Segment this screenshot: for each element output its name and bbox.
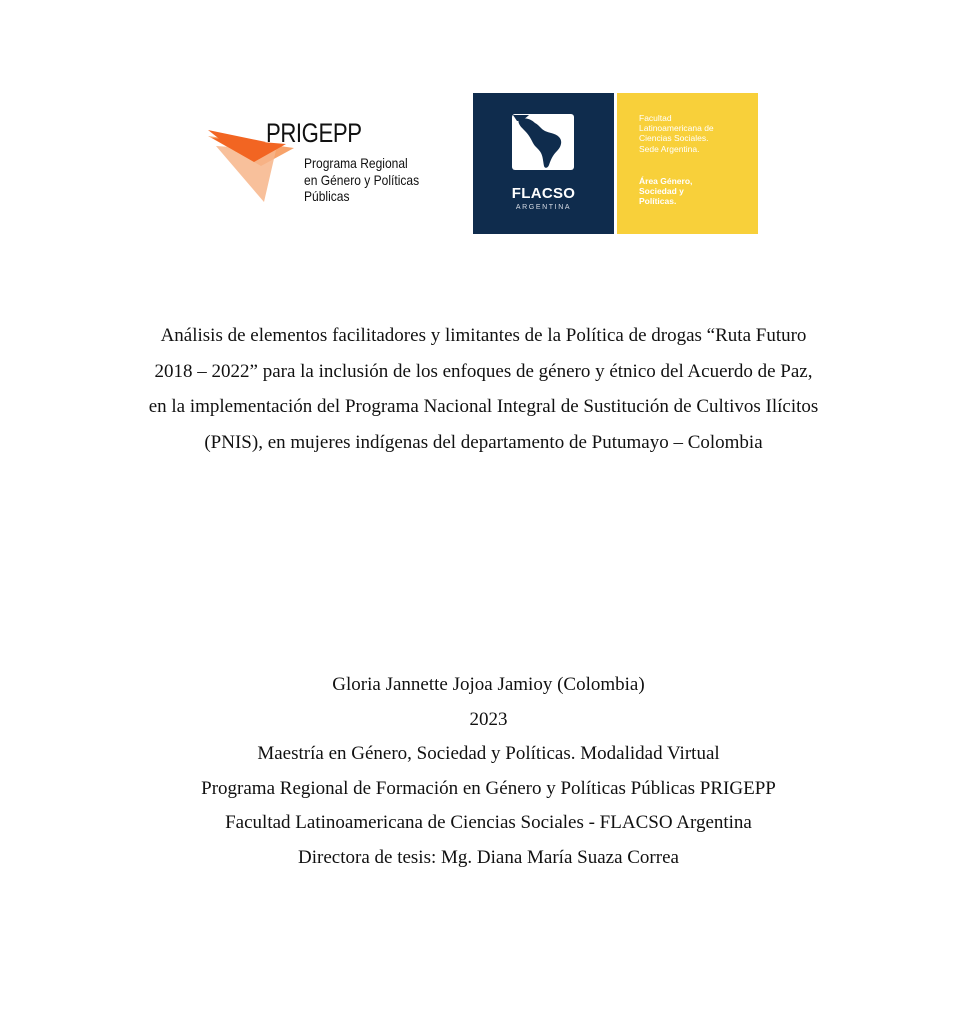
flacso-name: FLACSO: [511, 185, 576, 202]
flacso-area: [639, 176, 692, 207]
flacso-info-line: Sede Argentina.: [639, 143, 700, 154]
thesis-year: 2023: [469, 708, 508, 730]
title-line: 2018 – 2022” para la inclusión de los enfoques de género y étnico del Acuerdo de Paz,: [154, 360, 813, 382]
flacso-area-line: Políticas.: [639, 196, 677, 207]
title-line: Análisis de elementos facilitadores y limitantes de la Política de drogas “Ruta Futuro: [160, 325, 807, 346]
thesis-title: [100, 318, 867, 460]
flacso-area-line: Área Género,: [639, 176, 693, 186]
flacso-info: [639, 113, 714, 154]
author-block: [100, 668, 877, 875]
prigepp-subtitle-line: Programa Regional: [304, 155, 408, 171]
prigepp-subtitle: [304, 155, 419, 205]
author-name: Gloria Jannette Jojoa Jamioy (Colombia): [332, 674, 645, 695]
flacso-yellow-panel: [617, 93, 758, 234]
prigepp-subtitle-line: en Género y Políticas: [304, 171, 420, 188]
prigepp-name: PRIGEPP: [266, 118, 362, 148]
flacso-blue-panel: [473, 93, 614, 234]
flacso-info-line: Latinoamericana de: [639, 123, 714, 134]
thesis-director: Directora de tesis: Mg. Diana María Suaza Correa: [298, 846, 679, 868]
flacso-area-line: Sociedad y: [639, 186, 684, 197]
faculty-name: Facultad Latinoamericana de Ciencias Sociales - FLACSO Argentina: [225, 812, 752, 833]
prigepp-subtitle-line: Públicas: [304, 188, 350, 204]
program-name: Maestría en Género, Sociedad y Políticas. Modalidad Virtual: [257, 743, 720, 764]
regional-program: Programa Regional de Formación en Género y Políticas Públicas PRIGEPP: [201, 777, 776, 799]
latin-america-map-icon: [511, 113, 575, 171]
title-line: en la implementación del Programa Nacional Integral de Sustitución de Cultivos Ilícitos: [148, 396, 819, 417]
flacso-info-line: Ciencias Sociales.: [639, 133, 709, 144]
flacso-info-line: Facultad: [639, 113, 672, 123]
prigepp-logo: [206, 118, 446, 214]
flacso-logo: [473, 93, 758, 234]
flacso-country: ARGENTINA: [515, 204, 572, 211]
title-line: (PNIS), en mujeres indígenas del departamento de Putumayo – Colombia: [204, 431, 763, 453]
